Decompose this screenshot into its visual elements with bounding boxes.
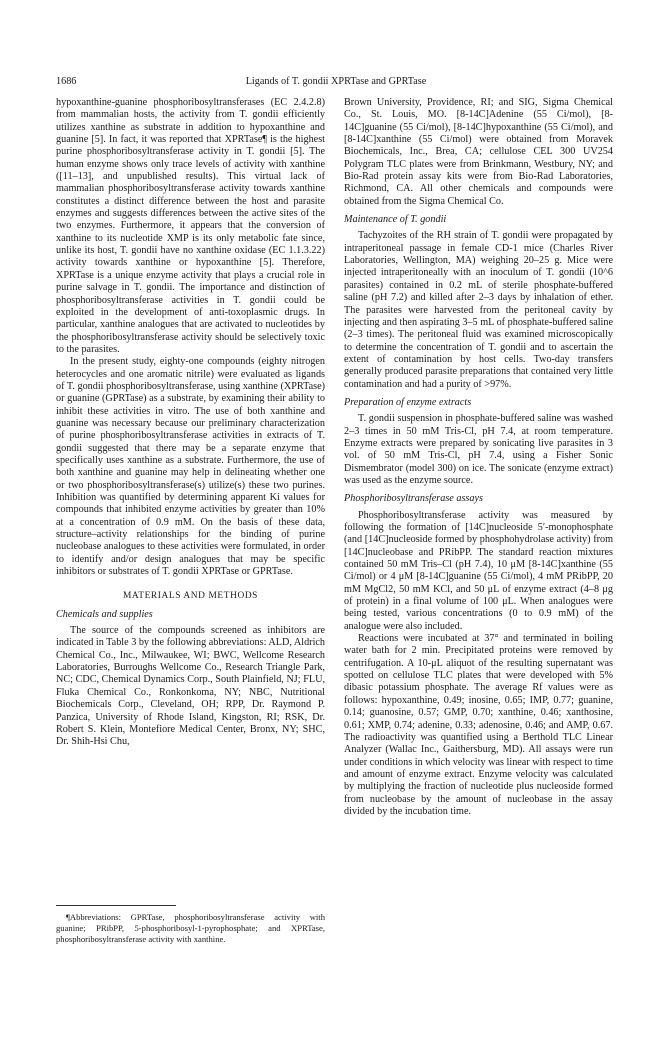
right-column <box>344 97 613 818</box>
assays-paragraph: Phosphoribosyltransferase activity was measured by following the formation of [14C]nucleoside 5′-monophosphate (and [14C]nucleoside formed by phosphohydrolase activity) from [14C]nucleobase and PRibPP. The standard reaction mixtures contained 50 mM Tris–Cl (pH 7.4), 10 μM [8-14C]xanthine (55 Ci/mol) or 4 μM [8-14C]guanine (55 Ci/mol), 4 mM PRibPP, 20 mM MgCl2, 50 mM KCl, and 50 μL of enzyme extract (4–8 μg of protein) in a final volume of 100 μL. When analogues were being tested, various concentrations (0 to 0.9 mM) of the analogue were also included. <box>344 509 613 632</box>
footnote-divider <box>56 905 176 906</box>
materials-methods-heading: MATERIALS AND METHODS <box>123 591 258 602</box>
present-study-paragraph: In the present study, eighty-one compounds (eighty nitrogen heterocycles and one aromatic nitrile) were evaluated as ligands of T. gondii phosphoribosyltransferase, using xanthine (XPRTase) or guanine (GPRTase) as a substrate, by examining their ability to inhibit these activities in vitro. The use of both xanthine and guanine was necessary because our preliminary characterization of purine phosphoribosyltransferase activities in extracts of T. gondii suggested that there may be a separate enzyme that specifically uses xanthine as a substrate. Furthermore, the use of both xanthine and guanine may help in delineating whether one or two phosphoribosyltransferase(s) utilize(s) these two purines. Inhibition was quantified by determining apparent Ki values for compounds that inhibited enzyme activities by greater than 10% at a concentration of 0.9 mM. On the basis of these data, structure–activity relationships for the binding of purine nucleobase analogues to these activities were formulated, in order to identify and/or design analogues that may be specific inhibitors or substrates of T. gondii XPRTase or GPRTase. <box>56 356 325 578</box>
maintenance-subheading: Maintenance of T. gondii <box>344 214 447 226</box>
footnote <box>56 912 325 946</box>
maintenance-paragraph: Tachyzoites of the RH strain of T. gondii were propagated by intraperitoneal passage in female CD-1 mice (Charles River Laboratories, Wellington, MA) weighing 20–25 g. Mice were injected intraperitoneally with an inoculum of T. gondii (10^6 parasites) contained in 0.2 mL of sterile phosphate-buffered saline (pH 7.2) and killed after 2–3 days by inhalation of ether. The parasites were harvested from the peritoneal cavity by injecting and then aspirating 3–5 mL of phosphate-buffered saline (2–3 times). The peritoneal fluid was examined microscopically to determine the concentration of T. gondii and to ascertain the extent of contamination by host cells. Two-day transfers generally produced parasite preparations that contained very little contamination and had a purity of >97%. <box>344 230 613 390</box>
chemicals-continued-paragraph: Brown University, Providence, RI; and SIG, Sigma Chemical Co., St. Louis, MO. [8-14C]Adenine (55 Ci/mol), [8-14C]guanine (55 Ci/mol), [8-14C]hypoxanthine (55 Ci/mol), and [8-14C]xanthine (55 Ci/mol) were obtained from Moravek Biochemicals, Inc., Brea, CA; cellulose CEL 300 UV254 Polygram TLC plates were from Brinkmann, Westbury, NY; and Bio-Rad protein assay kits were from Bio-Rad Laboratories, Richmond, CA. All other chemicals and compounds were obtained from the Sigma Chemical Co. <box>344 97 613 207</box>
reactions-paragraph: Reactions were incubated at 37° and terminated in boiling water bath for 2 min. Precipitated proteins were removed by centrifugation. A 10-μL aliquot of the resulting supernatant was spotted on cellulose TLC plates that were developed with 5% dibasic potassium phosphate. The average Rf values were as follows: hypoxanthine, 0.49; inosine, 0.65; IMP, 0.77; guanine, 0.14; guanosine, 0.57; GMP, 0.70; xanthine, 0.46; xanthosine, 0.61; XMP, 0.74; adenine, 0.33; adenosine, 0.46; and AMP, 0.67. The radioactivity was quantified using a Berthold TLC Linear Analyzer (Wallac Inc., Gaithersburg, MD). All assays were run under conditions in which velocity was linear with respect to time and amount of enzyme extract. Enzyme velocity was calculated by multiplying the fraction of nucleotide plus nucleoside formed from nucleobase by the amount of nucleobase in the assay divided by the incubation time. <box>344 633 613 817</box>
intro-continued-paragraph: hypoxanthine-guanine phosphoribosyltransferases (EC 2.4.2.8) from mammalian hosts, the activity from T. gondii efficiently utilizes xanthine as substrate in addition to hypoxanthine and guanine [5]. In fact, it was reported that XPRTase¶ is the highest purine phosphoribosyltransferase activity in T. gondii [5]. The human enzyme shows only trace levels of activity with xanthine ([11–13], and unpublished results). This virtual lack of mammalian phosphoribosyltransferase activity towards xanthine constitutes a distinct difference between the host and parasite enzymes and suggests differences between the active sites of the two enzymes. Furthermore, it appears that the conversion of xanthine to its nucleotide XMP is its only metabolic fate since, unlike its host, T. gondii have no xanthine oxidase (EC 1.1.3.22) activity towards xanthine or hypoxanthine [5]. Therefore, XPRTase is a unique enzyme activity that plays a crucial role in purine salvage in T. gondii. The importance and distinction of phosphoribosyltransferase activities in T. gondii could be exploited in the development of anti-toxoplasmic drugs. In particular, xanthine analogues that are activated to nucleotides by the phosphoribosyltransferase activity should be selectively toxic to the parasites. <box>56 97 325 355</box>
left-column <box>56 97 325 749</box>
assays-subheading: Phosphoribosyltransferase assays <box>344 493 483 505</box>
running-head <box>56 75 616 89</box>
page-number: 1686 <box>56 76 77 87</box>
running-title: Ligands of T. gondii XPRTase and GPRTase <box>245 76 427 87</box>
chemicals-paragraph: The source of the compounds screened as inhibitors are indicated in Table 3 by the following abbreviations: ALD, Aldrich Chemical Co., Inc., Milwaukee, WI; BWC, Wellcome Research Laboratories, Burroughs Wellcome Co., Research Triangle Park, NC; CDC, Chemical Dynamics Corp., South Plainfield, NJ; FLU, Fluka Chemical Co., Ronkonkoma, NY; NBC, Nutritional Biochemicals Corp., Cleveland, OH; RPP, Dr. Raymond P. Panzica, University of Rhode Island, Kingston, RI; RSK, Dr. Robert S. Klein, Montefiore Medical Center, Bronx, NY; SHC, Dr. Shih-Hsi Chu, <box>56 625 326 748</box>
abbreviations-footnote: ¶Abbreviations: GPRTase, phosphoribosyltransferase activity with guanine; PRibPP, 5-phosphoribosyl-1-pyrophosphate; and XPRTase, phosphoribosyltransferase activity with xanthine. <box>56 912 325 945</box>
extracts-subheading: Preparation of enzyme extracts <box>344 396 472 408</box>
extracts-paragraph: T. gondii suspension in phosphate-buffered saline was washed 2–3 times in 50 mM Tris-Cl, pH 7.4, at room temperature. Enzyme extracts were prepared by sonicating live parasites in 3 vol. of 50 mM Tris-Cl, pH 7.4, using a Fisher Sonic Dismembrator (model 300) on ice. The sonicate (enzyme extract) was used as the enzyme source. <box>344 413 613 486</box>
chemicals-subheading: Chemicals and supplies <box>56 608 153 620</box>
